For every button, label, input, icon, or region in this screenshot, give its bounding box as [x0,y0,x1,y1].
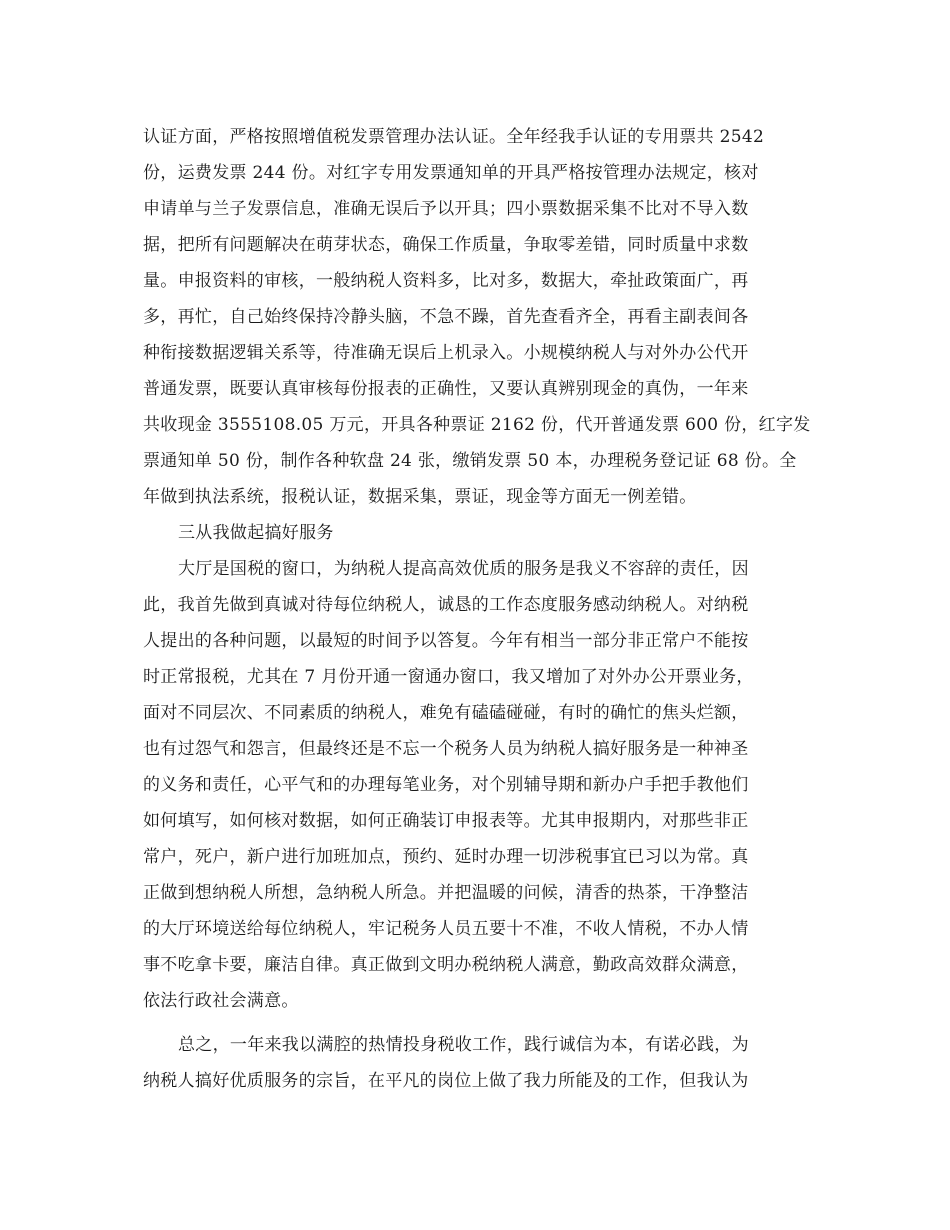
text-line: 如何填写，如何核对数据，如何正确装订申报表等。尤其申报期内，对那些非正 [143,811,749,831]
text-line: 也有过怨气和怨言，但最终还是不忘一个税务人员为纳税人搞好服务是一种神圣 [143,739,749,759]
text-line: 正做到想纳税人所想，急纳税人所急。并把温暖的问候，清香的热茶，干净整洁 [143,883,749,903]
text-line: 总之，一年来我以满腔的热情投身税收工作，践行诚信为本，有诺必践，为 [178,1035,749,1055]
text-line: 常户，死户，新户进行加班加点，预约、延时办理一切涉税事宜已习以为常。真 [143,847,749,867]
section-heading: 三从我做起搞好服务 [178,523,334,543]
text-line: 份，运费发票 244 份。对红字专用发票通知单的开具严格按管理办法规定，核对 [143,163,759,183]
text-line: 认证方面，严格按照增值税发票管理办法认证。全年经我手认证的专用票共 2542 [143,127,765,147]
text-line: 票通知单 50 份，制作各种软盘 24 张，缴销发票 50 本，办理税务登记证 68 份。全 [143,451,797,471]
text-line: 事不吃拿卡要，廉洁自律。真正做到文明办税纳税人满意，勤政高效群众满意， [143,955,749,975]
text-line: 大厅是国税的窗口，为纳税人提高高效优质的服务是我义不容辞的责任，因 [178,559,749,579]
text-line: 普通发票，既要认真审核每份报表的正确性，又要认真辨别现金的真伪，一年来 [143,379,749,399]
text-line: 时正常报税，尤其在 7 月份开通一窗通办窗口，我又增加了对外办公开票业务， [143,667,754,687]
text-line: 纳税人搞好优质服务的宗旨，在平凡的岗位上做了我力所能及的工作，但我认为 [143,1071,749,1091]
text-line: 此，我首先做到真诚对待每位纳税人，诚恳的工作态度服务感动纳税人。对纳税 [143,595,749,615]
text-line: 共收现金 3555108.05 万元，开具各种票证 2162 份，代开普通发票 600 份，红字发 [143,415,811,435]
text-line: 据，把所有问题解决在萌芽状态，确保工作质量，争取零差错，同时质量中求数 [143,235,749,255]
text-line: 面对不同层次、不同素质的纳税人，难免有磕磕碰碰，有时的确忙的焦头烂额， [143,703,749,723]
text-line: 多，再忙，自己始终保持冷静头脑，不急不躁，首先查看齐全，再看主副表间各 [143,307,749,327]
text-line: 依法行政社会满意。 [143,991,299,1011]
text-line: 种衔接数据逻辑关系等，待准确无误后上机录入。小规模纳税人与对外办公代开 [143,343,749,363]
text-line: 申请单与兰子发票信息，准确无误后予以开具；四小票数据采集不比对不导入数 [143,199,749,219]
text-line: 的大厅环境送给每位纳税人，牢记税务人员五要十不准，不收人情税，不办人情 [143,919,749,939]
text-line: 的义务和责任，心平气和的办理每笔业务，对个别辅导期和新办户手把手教他们 [143,775,749,795]
text-line: 人提出的各种问题，以最短的时间予以答复。今年有相当一部分非正常户不能按 [143,631,749,651]
text-line: 年做到执法系统，报税认证，数据采集，票证，现金等方面无一例差错。 [143,487,697,507]
text-line: 量。申报资料的审核，一般纳税人资料多，比对多，数据大，牵扯政策面广，再 [143,271,749,291]
